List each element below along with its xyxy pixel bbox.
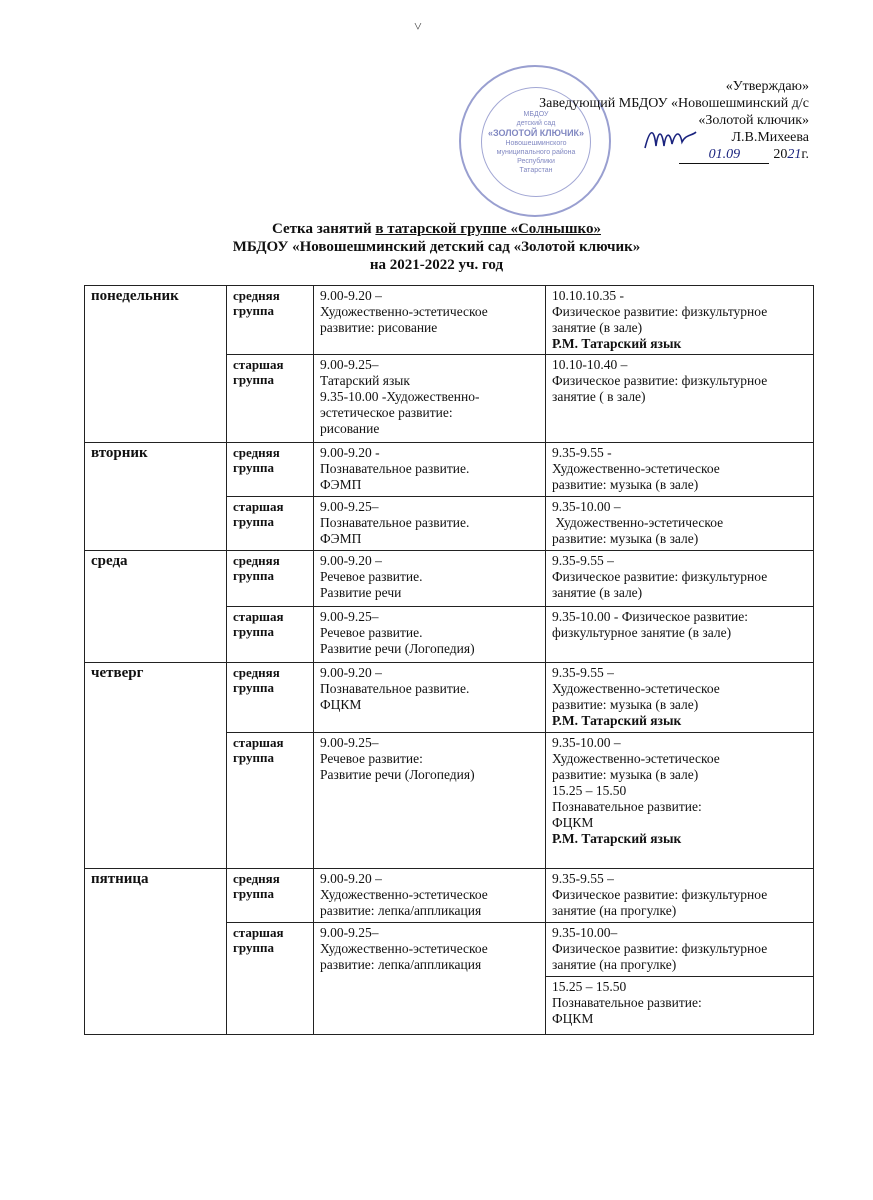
- activity-line: Познавательное развитие.: [320, 461, 470, 476]
- activity-line: занятие (в зале): [552, 320, 643, 335]
- group-label: группа: [233, 514, 274, 529]
- group-label: группа: [233, 624, 274, 639]
- activity-line: Художественно-эстетическое: [320, 304, 488, 319]
- table-row: [85, 869, 814, 923]
- scan-dot: ˅: [414, 20, 422, 35]
- group-label: старшая: [233, 357, 284, 372]
- activity-line: Физическое развитие: физкультурное: [552, 373, 768, 388]
- approval-date: 01.09: [679, 146, 769, 164]
- activity-line: 9.35-10.00 -Художественно-: [320, 389, 480, 404]
- activity-line: развитие: лепка/аппликация: [320, 957, 482, 972]
- group-label: группа: [233, 372, 274, 387]
- activity-line: развитие: музыка (в зале): [552, 531, 699, 546]
- activity-line: 9.35-9.55 -: [552, 445, 612, 460]
- activity-line: эстетическое развитие:: [320, 405, 453, 420]
- activity-cell: [546, 923, 814, 977]
- title-line1-b: в татарской группе «Солнышко»: [375, 221, 601, 237]
- stamp-line5: Татарстан: [519, 166, 553, 174]
- activity-line: занятие (на прогулке): [552, 957, 677, 972]
- stamp-name: «ЗОЛОТОЙ КЛЮЧИК»: [487, 127, 585, 138]
- activity-line: 9.35-10.00 –: [552, 499, 621, 514]
- activity-cell: [314, 551, 546, 607]
- approval-year-prefix: 20: [773, 147, 788, 162]
- group-label: старшая: [233, 925, 284, 940]
- approval-line3: «Золотой ключик»: [698, 113, 809, 128]
- activity-line: 9.00-9.20 –: [320, 665, 382, 680]
- activity-line: Художественно-эстетическое: [552, 515, 724, 530]
- group-cell: [227, 923, 314, 1035]
- activity-line: 9.00-9.25–: [320, 499, 379, 514]
- activity-line: Художественно-эстетическое: [552, 751, 720, 766]
- group-label: группа: [233, 303, 274, 318]
- title-line3: на 2021-2022 уч. год: [369, 257, 504, 273]
- activity-cell: [546, 869, 814, 923]
- activity-line: развитие: рисование: [320, 320, 438, 335]
- group-cell: [227, 355, 314, 443]
- activity-line: 10.10-10.40 –: [552, 357, 628, 372]
- activity-line: Физическое развитие: физкультурное: [552, 569, 768, 584]
- group-label: группа: [233, 680, 274, 695]
- activity-line: занятие (на прогулке): [552, 903, 677, 918]
- activity-line: Р.М. Татарский язык: [552, 336, 682, 351]
- activity-line: занятие (в зале): [552, 585, 643, 600]
- approval-date-line: [539, 146, 809, 164]
- activity-line: развитие: музыка (в зале): [552, 477, 699, 492]
- activity-line: Художественно-эстетическое: [320, 887, 488, 902]
- activity-cell: [546, 286, 814, 355]
- activity-line: 9.35-10.00 –: [552, 735, 621, 750]
- activity-line: 10.10.10.35 -: [552, 288, 624, 303]
- activity-cell: [314, 607, 546, 663]
- group-label: старшая: [233, 609, 284, 624]
- activity-line: ФЦКМ: [552, 1011, 594, 1026]
- activity-line: Развитие речи (Логопедия): [320, 767, 475, 782]
- group-label: средняя: [233, 553, 280, 568]
- group-cell: [227, 733, 314, 869]
- activity-cell: [314, 286, 546, 355]
- group-label: группа: [233, 568, 274, 583]
- activity-cell: [314, 733, 546, 869]
- activity-line: 9.00-9.20 -: [320, 445, 380, 460]
- activity-line: Р.М. Татарский язык: [552, 831, 682, 846]
- activity-cell: [546, 355, 814, 443]
- activity-line: развитие: музыка (в зале): [552, 697, 699, 712]
- table-row: [85, 286, 814, 355]
- approval-year-hand: 21: [787, 147, 802, 162]
- activity-cell: [314, 355, 546, 443]
- day-cell: среда: [85, 551, 227, 663]
- activity-cell: [314, 663, 546, 733]
- activity-line: занятие ( в зале): [552, 389, 646, 404]
- activity-line: 9.35-9.55 –: [552, 665, 614, 680]
- activity-line: ФЭМП: [320, 477, 362, 492]
- approval-line4: Л.В.Михеева: [731, 130, 809, 145]
- activity-line: Речевое развитие.: [320, 569, 423, 584]
- activity-line: 9.00-9.25–: [320, 925, 379, 940]
- group-label: группа: [233, 750, 274, 765]
- group-label: группа: [233, 460, 274, 475]
- group-cell: [227, 869, 314, 923]
- activity-line: Речевое развитие.: [320, 625, 423, 640]
- title-line2: МБДОУ «Новошешминский детский сад «Золотой ключик»: [232, 239, 641, 255]
- table-row: [85, 663, 814, 733]
- group-label: старшая: [233, 735, 284, 750]
- activity-line: ФЭМП: [320, 531, 362, 546]
- activity-cell: [546, 497, 814, 551]
- table-row: [85, 551, 814, 607]
- group-cell: [227, 286, 314, 355]
- activity-line: 9.00-9.25–: [320, 609, 379, 624]
- group-cell: [227, 497, 314, 551]
- activity-cell: [546, 443, 814, 497]
- activity-cell: [546, 607, 814, 663]
- activity-line: 9.35-9.55 –: [552, 553, 614, 568]
- activity-line: Познавательное развитие.: [320, 515, 470, 530]
- activity-cell: [546, 733, 814, 869]
- activity-cell: [314, 923, 546, 1035]
- activity-cell: [314, 869, 546, 923]
- activity-line: Физическое развитие: физкультурное: [552, 304, 768, 319]
- activity-line: развитие: музыка (в зале): [552, 767, 699, 782]
- day-cell: понедельник: [85, 286, 227, 443]
- group-cell: [227, 443, 314, 497]
- group-label: группа: [233, 886, 274, 901]
- activity-line: 9.00-9.20 –: [320, 871, 382, 886]
- activity-line: 9.00-9.25–: [320, 735, 379, 750]
- activity-cell: [314, 443, 546, 497]
- schedule-table: [84, 285, 814, 1035]
- activity-line: Речевое развитие:: [320, 751, 423, 766]
- approval-block: [539, 78, 809, 164]
- activity-line: развитие: лепка/аппликация: [320, 903, 482, 918]
- activity-line: 9.00-9.20 –: [320, 553, 382, 568]
- stamp-line4: Республики: [517, 157, 555, 165]
- activity-line: Татарский язык: [320, 373, 410, 388]
- approval-line1: «Утверждаю»: [725, 79, 809, 94]
- stamp-line3: муниципального района: [496, 148, 576, 156]
- day-cell: вторник: [85, 443, 227, 551]
- group-label: средняя: [233, 445, 280, 460]
- activity-line: Художественно-эстетическое: [320, 941, 488, 956]
- stamp-line2: Новошешминского: [505, 139, 567, 147]
- activity-line: Познавательное развитие:: [552, 799, 702, 814]
- group-label: группа: [233, 940, 274, 955]
- activity-line: 9.35-10.00 - Физическое развитие:: [552, 609, 748, 624]
- activity-line: ФЦКМ: [552, 815, 594, 830]
- activity-line: 9.35-9.55 –: [552, 871, 614, 886]
- activity-line: Физическое развитие: физкультурное: [552, 887, 768, 902]
- day-cell: четверг: [85, 663, 227, 869]
- activity-line: ФЦКМ: [320, 697, 362, 712]
- activity-line: Физическое развитие: физкультурное: [552, 941, 768, 956]
- day-cell: пятница: [85, 869, 227, 1035]
- activity-line: Развитие речи: [320, 585, 402, 600]
- stamp-top: МБДОУ: [523, 110, 549, 118]
- activity-cell: [314, 497, 546, 551]
- activity-cell: [546, 551, 814, 607]
- activity-line: Развитие речи (Логопедия): [320, 641, 475, 656]
- activity-line: Познавательное развитие:: [552, 995, 702, 1010]
- activity-line: 9.00-9.25–: [320, 357, 379, 372]
- activity-line: 15.25 – 15.50: [552, 979, 627, 994]
- stamp-line1: детский сад: [516, 119, 556, 127]
- activity-line: физкультурное занятие (в зале): [552, 625, 732, 640]
- approval-line2: Заведующий МБДОУ «Новошешминский д/с: [539, 96, 809, 111]
- group-label: средняя: [233, 871, 280, 886]
- group-label: средняя: [233, 288, 280, 303]
- table-row: [85, 443, 814, 497]
- group-cell: [227, 663, 314, 733]
- activity-line: 9.35-10.00–: [552, 925, 618, 940]
- group-label: средняя: [233, 665, 280, 680]
- title-line1-a: Сетка занятий: [272, 221, 376, 237]
- group-label: старшая: [233, 499, 284, 514]
- group-cell: [227, 607, 314, 663]
- activity-line: Познавательное развитие.: [320, 681, 470, 696]
- activity-line: рисование: [320, 421, 380, 436]
- activity-line: 15.25 – 15.50: [552, 783, 627, 798]
- group-cell: [227, 551, 314, 607]
- activity-cell: [546, 977, 814, 1035]
- activity-line: 9.00-9.20 –: [320, 288, 382, 303]
- approval-year-end: г.: [801, 147, 809, 162]
- activity-line: Р.М. Татарский язык: [552, 713, 682, 728]
- activity-cell: [546, 663, 814, 733]
- activity-line: Художественно-эстетическое: [552, 681, 720, 696]
- activity-line: Художественно-эстетическое: [552, 461, 720, 476]
- document-title: [0, 220, 873, 274]
